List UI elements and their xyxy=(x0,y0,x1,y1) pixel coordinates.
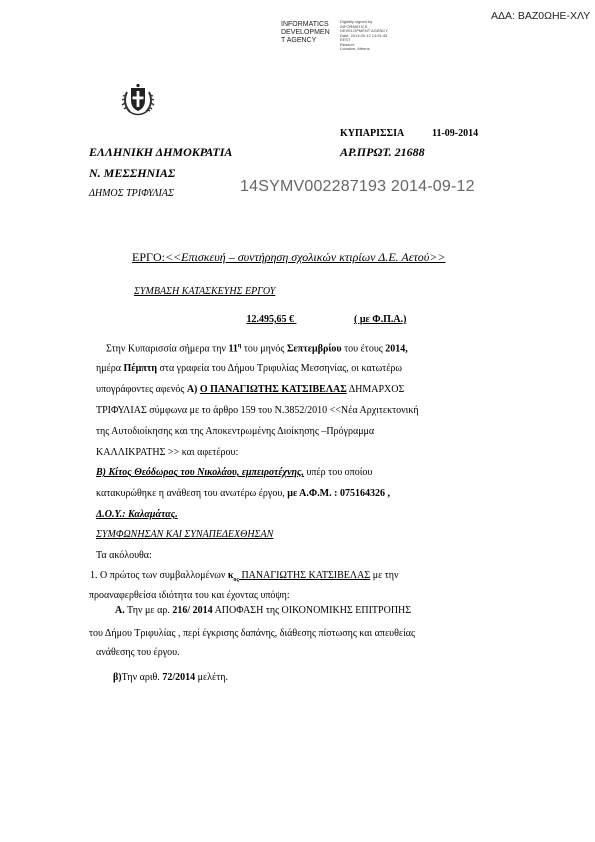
project-title-prefix: ΕΡΓΟ: xyxy=(132,250,165,264)
text-run: υπέρ του οποίου xyxy=(303,467,373,478)
body-line xyxy=(113,671,228,684)
body-line: ανάθεσης του έργου. xyxy=(96,647,180,658)
ada-code: ΑΔΑ: ΒΑΖ0ΩΗΕ-ΧΛΥ xyxy=(491,10,591,22)
text-run: Στην Κυπαρισσία σήμερα την xyxy=(106,343,229,355)
text-run: Α. xyxy=(115,605,125,616)
document-serial: 14SYMV002287193 2014-09-12 xyxy=(240,178,475,195)
body-line xyxy=(96,487,390,500)
text-run: 72/2014 xyxy=(162,672,196,683)
signature-line: INFORMATICS xyxy=(281,21,329,28)
text-run: με Α.Φ.Μ. : 075164326 , xyxy=(287,488,390,499)
text-run: Β) Κίτος Θεόδωρος του Νικολάου, εμπειροτέχνης, xyxy=(96,467,304,478)
text-run: ΠΑΝΑΓΙΩΤΗΣ ΚΑΤΣΙΒΕΛΑΣ xyxy=(238,570,371,581)
republic-heading: ΕΛΛΗΝΙΚΗ ΔΗΜΟΚΡΑΤΙΑ xyxy=(89,145,233,159)
protocol-number: ΑΡ.ΠΡΩΤ. 21688 xyxy=(340,145,425,159)
text-run: ΔΗΜΑΡΧΟΣ xyxy=(346,384,405,395)
text-run: Την αριθ. xyxy=(121,672,163,683)
text-run: 216/ 2014 xyxy=(172,605,213,616)
text-run: με την xyxy=(370,570,399,581)
coat-of-arms-icon xyxy=(121,82,155,118)
signature-details xyxy=(340,20,388,52)
body-line: Δ.Ο.Υ.: Καλαμάτας. xyxy=(96,509,178,520)
signature-line: T AGENCY xyxy=(281,37,317,44)
text-run: του μηνός xyxy=(241,343,287,355)
body-line: προαναφερθείσα ιδιότητα του και έχοντας υπόψη: xyxy=(89,590,290,601)
text-run: Α) xyxy=(186,384,198,395)
text-run: β) xyxy=(113,672,122,683)
body-line: ΚΑΛΛΙΚΡΑΤΗΣ >> και αφετέρου: xyxy=(96,447,239,458)
body-line: ΤΡΙΦΥΛΙΑΣ σύμφωνα με το άρθρο 159 του Ν.3852/2010 <<Νέα Αρχιτεκτονική xyxy=(96,405,419,416)
signature-detail: Date: 2014.09.12 14:51:45 xyxy=(340,32,388,38)
text-run: μελέτη. xyxy=(195,672,228,683)
text-run: 11 xyxy=(228,343,238,355)
body-line: Τα ακόλουθα: xyxy=(96,550,152,561)
signature-detail: DEVELOPMENT AGENCY xyxy=(340,28,388,33)
signature-detail: Reason: xyxy=(340,41,355,47)
amount-note: ( με Φ.Π.Α.) xyxy=(354,314,407,325)
body-line xyxy=(96,362,402,375)
text-run: ος xyxy=(233,577,239,583)
text-run: Σεπτεμβρίου xyxy=(286,343,342,355)
place-label: ΚΥΠΑΡΙΣΣΙΑ xyxy=(340,128,405,139)
text-run: Πέμπτη xyxy=(123,363,158,374)
body-line: του Δήμου Τριφυλίας , περί έγκρισης δαπάνης, διάθεσης πίστωσης και απευθείας xyxy=(89,628,415,639)
agreed-heading: ΣΥΜΦΩΝΗΣΑΝ ΚΑΙ ΣΥΝΑΠΕΔΕΧΘΗΣΑΝ xyxy=(96,529,274,540)
text-run: του έτους xyxy=(341,343,386,355)
prefecture-heading: Ν. ΜΕΣΣΗΝΙΑΣ xyxy=(89,166,176,180)
municipality-heading: ΔΗΜΟΣ ΤΡΙΦΥΛΙΑΣ xyxy=(89,188,174,199)
text-run: η xyxy=(237,343,242,349)
signature-detail: EEST xyxy=(340,37,351,42)
body-line xyxy=(96,466,372,479)
text-run: Την με αρ. xyxy=(124,605,173,616)
body-line xyxy=(115,604,411,617)
contract-amount xyxy=(160,314,406,325)
amount-value: 12.495,65 € xyxy=(246,314,294,325)
body-line: της Αυτοδιοίκησης και της Αποκεντρωμένης Διοίκησης –Πρόγραμμα xyxy=(96,426,375,437)
signature-line: DEVELOPMEN xyxy=(281,29,330,36)
text-run: 2014, xyxy=(385,343,408,355)
signature-detail: Location: Athens xyxy=(340,46,370,51)
document-date: 11-09-2014 xyxy=(432,128,479,139)
signature-block xyxy=(281,21,330,45)
text-run: υπογράφοντες αφενός xyxy=(96,384,187,395)
signature-detail: Digitally signed by xyxy=(340,19,373,24)
amount-underline xyxy=(294,314,354,325)
signature-detail: INFORMATICS xyxy=(340,23,368,29)
text-run: κατακυρώθηκε η ανάθεση του ανωτέρω έργου, xyxy=(96,488,288,499)
text-run: Ο ΠΑΝΑΓΙΩΤΗΣ ΚΑΤΣΙΒΕΛΑΣ xyxy=(199,384,347,395)
text-run: στα γραφεία του Δήμου Τριφυλίας Μεσσηνίας, οι κατωτέρω xyxy=(157,363,402,374)
contract-label: ΣΥΜΒΑΣΗ ΚΑΤΑΣΚΕΥΗΣ ΕΡΓΟΥ xyxy=(134,286,276,297)
text-run: κ xyxy=(227,570,234,581)
project-title-text: <<Επισκευή – συντήρηση σχολικών κτιρίων Δ.Ε. Αετού>> xyxy=(164,250,446,264)
body-line xyxy=(90,569,399,587)
body-line xyxy=(106,340,408,355)
text-run: ημέρα xyxy=(96,363,124,374)
project-title xyxy=(132,250,446,265)
text-run: 1. Ο πρώτος των συμβαλλομένων xyxy=(90,570,228,581)
body-line xyxy=(96,383,404,396)
text-run: ΑΠΟΦΑΣΗ της ΟΙΚΟΝΟΜΙΚΗΣ ΕΠΙΤΡΟΠΗΣ xyxy=(212,605,412,616)
